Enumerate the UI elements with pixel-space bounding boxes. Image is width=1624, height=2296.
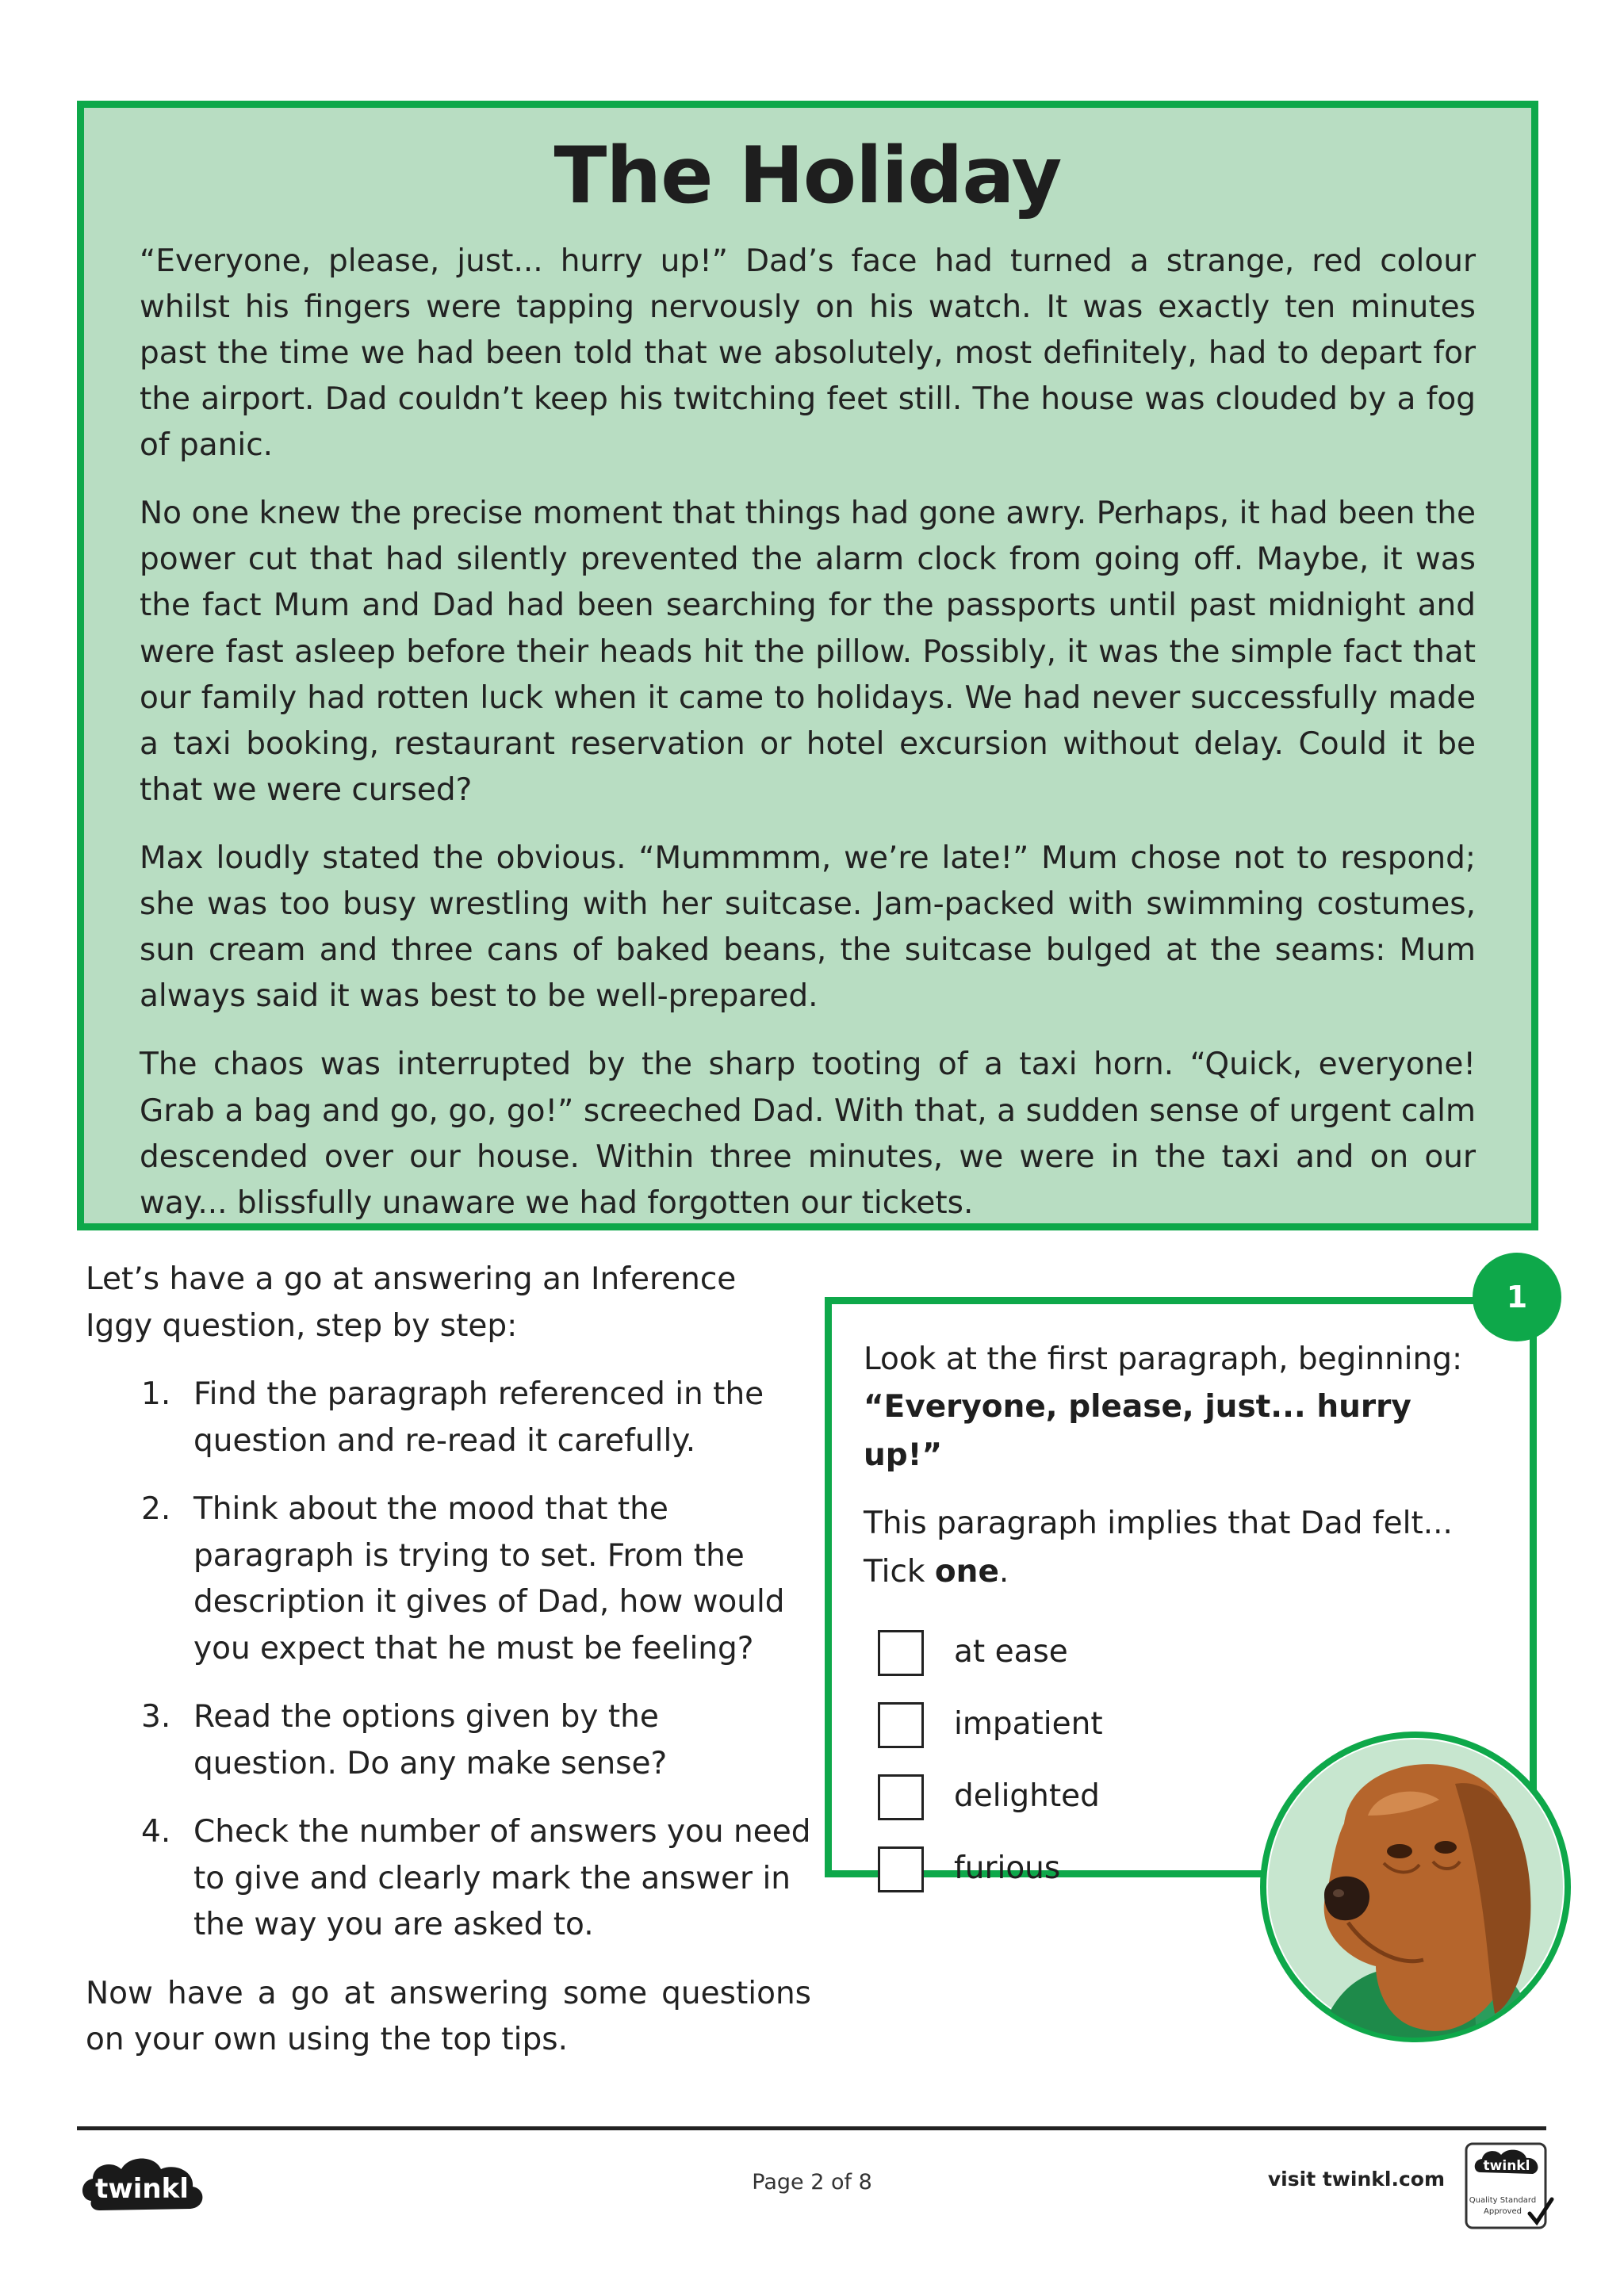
guide-intro: Let’s have a go at answering an Inference Iggy question, step by step: [86, 1261, 737, 1344]
quality-standard-badge [1463, 2141, 1554, 2232]
badge-line-1: Quality Standard [1469, 2196, 1537, 2205]
page-title: The Holiday [553, 131, 1062, 221]
tick-box[interactable] [878, 1846, 924, 1892]
badge-line-2: Approved [1484, 2207, 1522, 2216]
step-text: Find the paragraph referenced in the question and re-read it carefully. [193, 1376, 764, 1459]
logo-text: twinkl [95, 2173, 189, 2205]
guide-step [86, 1372, 811, 1464]
badge-title: twinkl [1483, 2158, 1530, 2174]
story-paragraph-1: “Everyone, please, just... hurry up!” Dad’s face had turned a strange, red colour whilst his fingers were tapping nervously on his watch. It was exactly ten minutes past the time we had been told that we absolutely, most definitely, had to depart for the airport. Dad couldn’t keep his twitching feet still. The house was clouded by a fog of panic. [140, 243, 1476, 464]
guide-step [86, 1809, 811, 1949]
guide-column [86, 1257, 811, 2086]
tick-box[interactable] [878, 1630, 924, 1676]
tick-box[interactable] [878, 1774, 924, 1820]
question-prompt [864, 1500, 1498, 1596]
guide-step [86, 1694, 811, 1787]
tick-box[interactable] [878, 1702, 924, 1748]
page-number: Page 2 of 8 [752, 2170, 872, 2195]
option-at-ease[interactable] [864, 1617, 1498, 1689]
question-prompt-end: . [998, 1553, 1009, 1590]
question-number-badge: 1 [1473, 1253, 1561, 1341]
question-lead [864, 1336, 1498, 1479]
footer-divider [77, 2126, 1546, 2130]
guide-steps [86, 1372, 811, 1949]
option-label: furious [954, 1850, 1061, 1887]
guide-outro: Now have a go at answering some questions on your own using the top tips. [86, 1975, 811, 2057]
step-number: 4. [141, 1814, 171, 1850]
option-label: at ease [954, 1634, 1068, 1670]
step-text: Check the number of answers you need to give and clearly mark the answer in the way you are asked to. [193, 1814, 811, 1942]
step-number: 2. [141, 1491, 171, 1527]
step-number: 1. [141, 1376, 171, 1412]
step-number: 3. [141, 1699, 171, 1735]
step-text: Read the options given by the question. Do any make sense? [193, 1699, 668, 1781]
story-paragraph-4: The chaos was interrupted by the sharp tooting of a taxi horn. “Quick, everyone! Grab a bag and go, go, go!” screeched Dad. With that, a sudden sense of urgent calm descended over our house. Within three minutes, we were in the taxi and on our way... blissfully unaware we had forgotten our tickets. [140, 1047, 1476, 1221]
guide-step [86, 1487, 811, 1672]
option-label: delighted [954, 1778, 1100, 1815]
visit-link[interactable]: visit twinkl.com [1267, 2168, 1445, 2191]
story-paragraph-2: No one knew the precise moment that things had gone awry. Perhaps, it had been the power cut that had silently prevented the alarm clock from going off. Maybe, it was the fact Mum and Dad had been searching for the passports until past midnight and were fast asleep before their heads hit the pillow. Possibly, it was the simple fact that our family had rotten luck when it came to holidays. We had never successfully made a taxi booking, restaurant reservation or hotel excursion without delay. Could it be that we were cursed? [140, 496, 1476, 808]
bloodhound-dog-icon [1257, 1728, 1574, 2045]
option-label: impatient [954, 1706, 1103, 1743]
question-prompt-text: This paragraph implies that Dad felt... Tick [864, 1506, 1453, 1590]
story-text [140, 239, 1476, 1226]
story-box [77, 101, 1538, 1230]
question-prompt-bold: one [934, 1553, 999, 1590]
step-text: Think about the mood that the paragraph is trying to set. From the description it gives of Dad, how would you expect that he must be feeling? [193, 1491, 785, 1667]
story-paragraph-3: Max loudly stated the obvious. “Mummmm, we’re late!” Mum chose not to respond; she was too busy wrestling with her suitcase. Jam-packed with swimming costumes, sun cream and three cans of baked beans, the suitcase bulged at the seams: Mum always said it was best to be well-prepared. [140, 840, 1476, 1015]
question-lead-text: Look at the first paragraph, beginning: [864, 1341, 1463, 1377]
question-quote: “Everyone, please, just... hurry up!” [864, 1389, 1411, 1473]
